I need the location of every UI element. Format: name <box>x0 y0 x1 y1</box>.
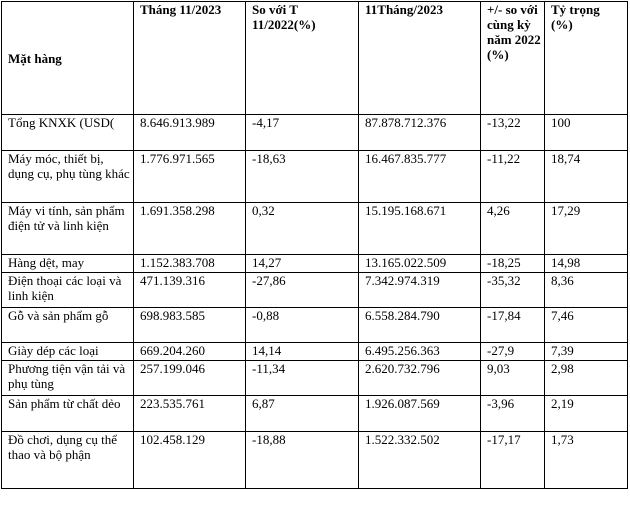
table-row <box>2 361 628 396</box>
share-cell: 18,74 <box>545 151 628 203</box>
vs-year-cell: -35,32 <box>481 273 545 308</box>
ytd-cell: 13.165.022.509 <box>359 255 481 273</box>
share-cell: 7,46 <box>545 308 628 343</box>
vs-year-cell: -18,25 <box>481 255 545 273</box>
header-ytd: 11Tháng/2023 <box>359 2 481 115</box>
share-cell: 100 <box>545 115 628 151</box>
table-row <box>2 273 628 308</box>
share-cell: 7,39 <box>545 343 628 361</box>
item-cell: Sản phẩm từ chất dẻo <box>2 396 134 432</box>
vs-month-cell: -18,63 <box>246 151 359 203</box>
vs-month-cell: 6,87 <box>246 396 359 432</box>
ytd-cell: 6.495.256.363 <box>359 343 481 361</box>
month-cell: 257.199.046 <box>134 361 246 396</box>
table-row <box>2 308 628 343</box>
month-cell: 471.139.316 <box>134 273 246 308</box>
ytd-cell: 1.926.087.569 <box>359 396 481 432</box>
table-row <box>2 203 628 255</box>
header-vs-year: +/- so với cùng kỳ năm 2022 (%) <box>481 2 545 115</box>
month-cell: 102.458.129 <box>134 432 246 489</box>
ytd-cell: 2.620.732.796 <box>359 361 481 396</box>
ytd-cell: 15.195.168.671 <box>359 203 481 255</box>
share-cell: 2,19 <box>545 396 628 432</box>
item-cell: Điện thoại các loại và linh kiện <box>2 273 134 308</box>
month-cell: 698.983.585 <box>134 308 246 343</box>
table-row <box>2 432 628 489</box>
share-cell: 2,98 <box>545 361 628 396</box>
vs-month-cell: 14,14 <box>246 343 359 361</box>
month-cell: 8.646.913.989 <box>134 115 246 151</box>
share-cell: 17,29 <box>545 203 628 255</box>
header-share: Tỷ trọng (%) <box>545 2 628 115</box>
ytd-cell: 6.558.284.790 <box>359 308 481 343</box>
vs-month-cell: -18,88 <box>246 432 359 489</box>
vs-year-cell: -27,9 <box>481 343 545 361</box>
vs-year-cell: 9,03 <box>481 361 545 396</box>
item-cell: Máy móc, thiết bị, dụng cụ, phụ tùng khác <box>2 151 134 203</box>
table-row <box>2 255 628 273</box>
vs-month-cell: -11,34 <box>246 361 359 396</box>
header-vs-month: So với T 11/2022(%) <box>246 2 359 115</box>
month-cell: 669.204.260 <box>134 343 246 361</box>
header-month: Tháng 11/2023 <box>134 2 246 115</box>
header-item: Mặt hàng <box>2 2 134 115</box>
ytd-cell: 7.342.974.319 <box>359 273 481 308</box>
vs-year-cell: -13,22 <box>481 115 545 151</box>
month-cell: 1.691.358.298 <box>134 203 246 255</box>
item-cell: Đồ chơi, dụng cụ thể thao và bộ phận <box>2 432 134 489</box>
vs-year-cell: -17,17 <box>481 432 545 489</box>
vs-month-cell: -0,88 <box>246 308 359 343</box>
vs-month-cell: 14,27 <box>246 255 359 273</box>
share-cell: 8,36 <box>545 273 628 308</box>
export-table <box>1 1 628 489</box>
item-cell: Máy vi tính, sản phẩm điện tử và linh kiện <box>2 203 134 255</box>
item-cell: Phương tiện vận tải và phụ tùng <box>2 361 134 396</box>
ytd-cell: 87.878.712.376 <box>359 115 481 151</box>
table-row <box>2 343 628 361</box>
month-cell: 1.152.383.708 <box>134 255 246 273</box>
share-cell: 1,73 <box>545 432 628 489</box>
item-cell: Gỗ và sản phẩm gỗ <box>2 308 134 343</box>
item-cell: Giày dép các loại <box>2 343 134 361</box>
table-row <box>2 115 628 151</box>
table-row <box>2 151 628 203</box>
ytd-cell: 16.467.835.777 <box>359 151 481 203</box>
vs-month-cell: -4,17 <box>246 115 359 151</box>
vs-year-cell: -11,22 <box>481 151 545 203</box>
month-cell: 223.535.761 <box>134 396 246 432</box>
table-row <box>2 396 628 432</box>
item-cell: Tổng KNXK (USD( <box>2 115 134 151</box>
month-cell: 1.776.971.565 <box>134 151 246 203</box>
ytd-cell: 1.522.332.502 <box>359 432 481 489</box>
vs-month-cell: -27,86 <box>246 273 359 308</box>
vs-year-cell: 4,26 <box>481 203 545 255</box>
vs-year-cell: -3,96 <box>481 396 545 432</box>
vs-year-cell: -17,84 <box>481 308 545 343</box>
item-cell: Hàng dệt, may <box>2 255 134 273</box>
vs-month-cell: 0,32 <box>246 203 359 255</box>
header-row <box>2 2 628 115</box>
share-cell: 14,98 <box>545 255 628 273</box>
